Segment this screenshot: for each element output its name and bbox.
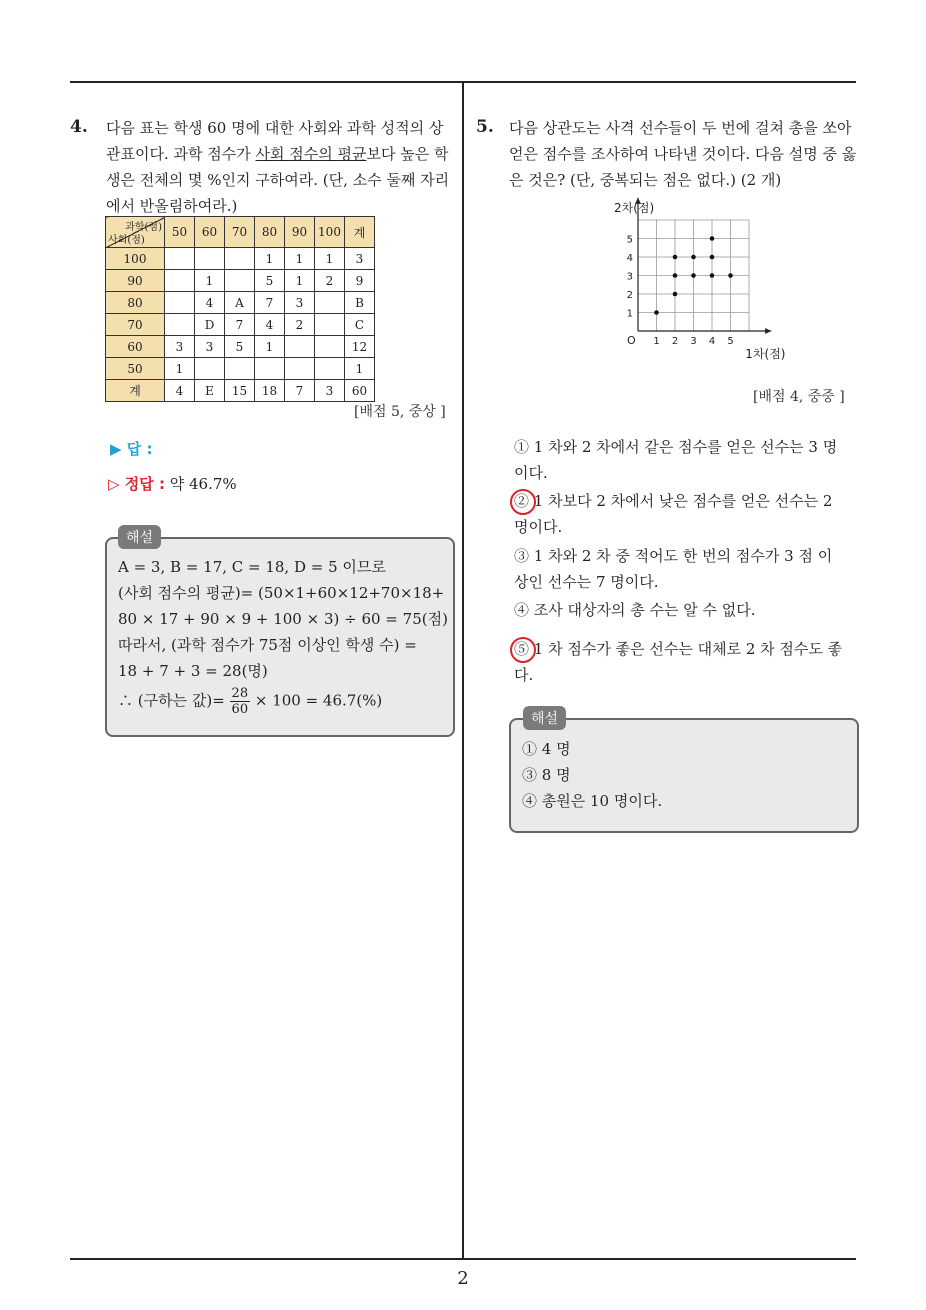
table-cell: 1 [345,358,375,380]
bottom-rule [70,1258,856,1260]
row-header: 계 [106,380,165,402]
q4-number: 4. [70,117,88,137]
col-header: 계 [345,217,375,248]
option-text: 조사 대상자의 총 수는 알 수 없다. [533,601,756,619]
q4-solution-text [118,554,448,717]
table-row [106,248,375,270]
col-header: 80 [255,217,285,248]
table-cell: A [225,292,255,314]
table-cell [225,270,255,292]
table-cell: 9 [345,270,375,292]
table-cell: 12 [345,336,375,358]
table-cell [285,336,315,358]
option-4[interactable] [514,597,844,623]
solution-line: ④ 총원은 10 명이다. [522,792,663,810]
correct-answer-value: 약 46.7% [169,475,237,493]
solution-line: 18 + 7 + 3 = 28(명) [118,662,268,680]
y-tick-label: 3 [626,271,633,283]
data-point [654,310,659,315]
table-cell: 5 [225,336,255,358]
q4-correlation-table [105,216,375,402]
table-cell [165,292,195,314]
y-tick-label: 1 [626,308,633,320]
q4-solution-tag: 해설 [118,525,161,549]
solution-line: ① 4 명 [522,740,571,758]
row-header: 100 [106,248,165,270]
table-row [106,292,375,314]
solution-line: (사회 점수의 평균)= (50×1+60×12+70×18+ [118,584,445,602]
option-2[interactable] [514,488,844,540]
table-cell: 3 [195,336,225,358]
option-mark: ⑤ [514,640,530,658]
table-cell [315,358,345,380]
solution-line: A = 3, B = 17, C = 18, D = 5 이므로 [118,558,386,576]
data-point [691,273,696,278]
col-header: 60 [195,217,225,248]
table-cell: 5 [255,270,285,292]
table-cell: 3 [345,248,375,270]
x-tick-label: 2 [671,336,679,347]
table-corner-cell: 과학(점) 사회(점) [106,217,165,248]
option-text: 1 차보다 2 차에서 낮은 점수를 얻은 선수는 2 명이다. [514,492,833,536]
table-cell: 4 [165,380,195,402]
table-row [106,358,375,380]
table-cell: B [345,292,375,314]
col-header: 100 [315,217,345,248]
fraction: $\frac{28}{60}$ [231,686,249,717]
table-cell: 15 [225,380,255,402]
q4-text: 다음 표는 학생 60 명에 대한 사회와 과학 성적의 상관표이다. 과학 점수가 사회 점수의 평균보다 높은 학생은 전체의 몇 %인지 구하여라. (단, 소수 둘째 자리에서 반올림하여라.) [106,119,450,215]
data-point [673,255,678,260]
row-header: 90 [106,270,165,292]
table-cell [165,314,195,336]
correct-option-circle [510,489,536,515]
x-tick-label: 4 [708,336,716,347]
data-point [673,273,678,278]
data-point [691,255,696,260]
option-mark: ③ [514,547,530,565]
table-cell: 2 [315,270,345,292]
table-cell: 4 [195,292,225,314]
table-cell [315,314,345,336]
data-point [710,236,715,241]
table-cell: 1 [285,248,315,270]
table-cell: D [195,314,225,336]
table-cell: 2 [285,314,315,336]
table-cell: 7 [285,380,315,402]
table-cell [315,336,345,358]
col-header: 70 [225,217,255,248]
table-cell [225,358,255,380]
option-5[interactable] [514,636,844,688]
x-axis-label: 1차(점) [745,347,786,361]
y-tick-label: 5 [626,234,633,246]
table-cell: 7 [225,314,255,336]
data-point [673,292,678,297]
x-tick-label: 1 [653,336,660,347]
solution-line: 80 × 17 + 90 × 9 + 100 × 3) ÷ 60 = 75(점) [118,610,448,628]
table-cell: 3 [285,292,315,314]
x-tick-label: 5 [727,336,734,347]
col-header: 90 [285,217,315,248]
table-cell: 1 [255,248,285,270]
x-axis-arrow [765,328,771,334]
origin-label: O [627,334,636,347]
page-number: 2 [457,1268,469,1289]
table-cell: 3 [315,380,345,402]
table-cell: 1 [165,358,195,380]
solution-line: ∴ (구하는 값)= $\frac{28}{60}$ × 100 = 46.7(%) [118,686,383,717]
q4-meta: [배점 5, 중상 ] [354,404,446,420]
option-3[interactable] [514,543,844,595]
option-mark: ① [514,438,530,456]
y-tick-label: 4 [626,253,633,264]
x-tick-label: 3 [690,336,697,347]
table-cell [225,248,255,270]
table-cell [165,270,195,292]
table-cell: 1 [315,248,345,270]
row-header: 80 [106,292,165,314]
option-mark: ④ [514,601,530,619]
option-text: 1 차와 2 차에서 같은 점수를 얻은 선수는 3 명이다. [514,438,838,482]
data-point [710,273,715,278]
q5-number: 5. [476,117,494,137]
table-row [106,270,375,292]
q5-scatter-plot [600,195,786,367]
q5-solution-text [522,736,842,814]
row-header: 70 [106,314,165,336]
table-cell [165,248,195,270]
table-row [106,314,375,336]
table-cell: 18 [255,380,285,402]
data-point [710,255,715,260]
table-row [106,336,375,358]
column-divider [462,82,464,1259]
row-header: 60 [106,336,165,358]
y-axis-label: 2차(점) [614,201,655,215]
table-cell: C [345,314,375,336]
row-header: 50 [106,358,165,380]
table-cell [195,248,225,270]
table-cell: 1 [285,270,315,292]
option-mark: ② [514,492,530,510]
correct-answer-label: ▷ 정답 : [108,475,165,493]
q5-meta: [배점 4, 중중 ] [753,389,845,405]
table-cell: 3 [165,336,195,358]
table-cell [255,358,285,380]
solution-line: ③ 8 명 [522,766,571,784]
table-row [106,380,375,402]
q4-underlined-text: 사회 점수의 평균 [255,145,367,163]
table-cell: E [195,380,225,402]
correct-answer [108,473,237,494]
y-tick-label: 2 [626,290,633,301]
table-cell: 1 [255,336,285,358]
table-cell [285,358,315,380]
solution-line: 따라서, (과학 점수가 75점 이상인 학생 수) = [118,636,417,654]
q5-solution-tag: 해설 [523,706,566,730]
correct-option-circle [510,637,536,663]
table-cell [315,292,345,314]
table-cell: 60 [345,380,375,402]
option-text: 1 차 점수가 좋은 선수는 대체로 2 차 점수도 좋다. [514,640,843,684]
table-cell: 1 [195,270,225,292]
table-cell: 7 [255,292,285,314]
col-header: 50 [165,217,195,248]
data-point [728,273,733,278]
table-cell: 4 [255,314,285,336]
option-text: 1 차와 2 차 중 적어도 한 번의 점수가 3 점 이상인 선수는 7 명이다. [514,547,833,591]
option-1[interactable] [514,434,844,486]
answer-label: ▶ 답 : [110,440,153,458]
q5-text: 다음 상관도는 사격 선수들이 두 번에 걸쳐 총을 쏘아 얻은 점수를 조사하여 나타낸 것이다. 다음 설명 중 옳은 것은? (단, 중복되는 점은 없다.) (2 개) [509,119,857,189]
table-cell [195,358,225,380]
